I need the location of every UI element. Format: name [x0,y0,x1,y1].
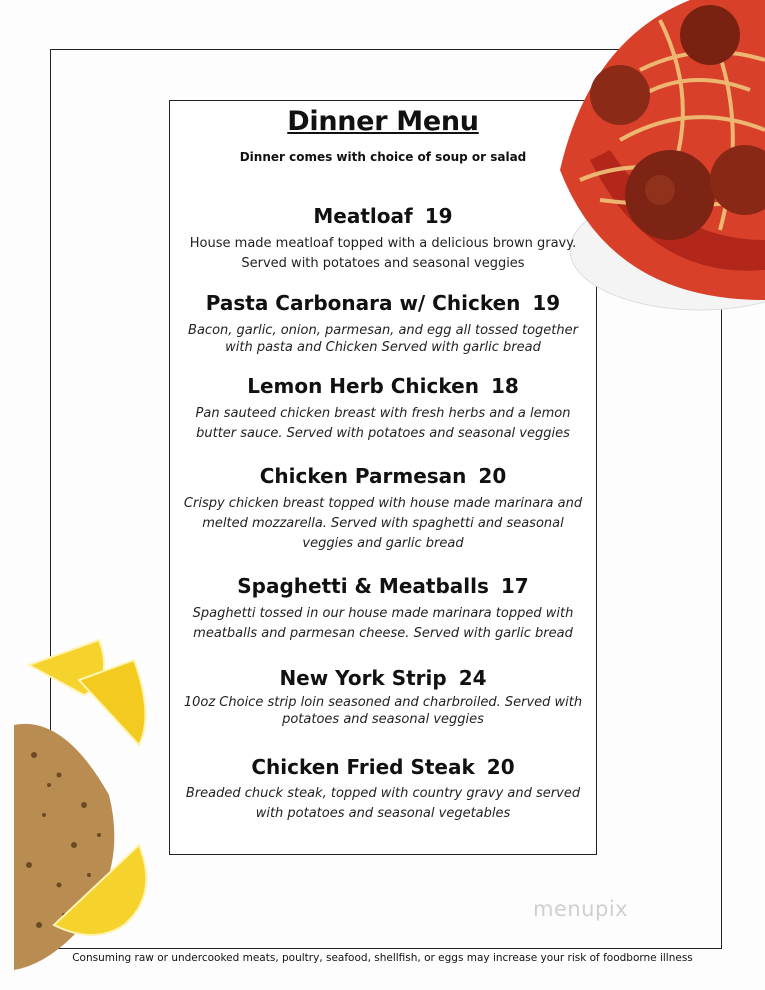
menu-item-name: New York Strip 24 [279,666,487,690]
menu-item-description: Spaghetti tossed in our house made marinara topped with meatballs and parmesan cheese. Served with garlic bread [192,606,574,641]
menu-item-price: 19 [532,291,561,315]
menu-item-name: Pasta Carbonara w/ Chicken 19 [205,291,561,315]
menu-item-description: Pan sauteed chicken breast with fresh herbs and a lemon butter sauce. Served with potatoes and seasonal veggies [195,406,571,441]
health-disclaimer: Consuming raw or undercooked meats, poultry, seafood, shellfish, or eggs may increase your risk of foodborne illness [72,952,693,964]
menu-item-name: Meatloaf 19 [313,204,453,228]
menu-item-price: 20 [486,755,515,779]
menu-item-description: Breaded chuck steak, topped with country gravy and served with potatoes and seasonal vegetables [185,786,581,821]
menu-item-name: Chicken Parmesan 20 [259,464,507,488]
menu-item-price: 18 [490,374,519,398]
menu-item-description: Crispy chicken breast topped with house made marinara and melted mozzarella. Served with spaghetti and seasonal veggies and garlic bread [183,496,583,551]
watermark: menupix [533,897,629,921]
menu-item-name: Chicken Fried Steak 20 [251,755,515,779]
menu-item-description: Bacon, garlic, onion, parmesan, and egg all tossed together with pasta and Chicken Served with garlic bread [188,323,578,355]
menu-item-description: 10oz Choice strip loin seasoned and charbroiled. Served with potatoes and seasonal veggies [183,695,583,727]
menu-subtitle: Dinner comes with choice of soup or salad [239,150,527,164]
menu-item-price: 20 [478,464,507,488]
menu-item-price: 17 [500,574,529,598]
menu-item-price: 24 [458,666,487,690]
menu-item-description: House made meatloaf topped with a delicious brown gravy. Served with potatoes and seasonal veggies [189,236,577,271]
menu-item-name: Spaghetti & Meatballs 17 [237,574,529,598]
lemon-chicken-photo [14,635,154,975]
spaghetti-photo [550,0,765,335]
menu-title: Dinner Menu [287,106,479,137]
menu-item-price: 19 [424,204,453,228]
menu-item-name: Lemon Herb Chicken 18 [247,374,519,398]
